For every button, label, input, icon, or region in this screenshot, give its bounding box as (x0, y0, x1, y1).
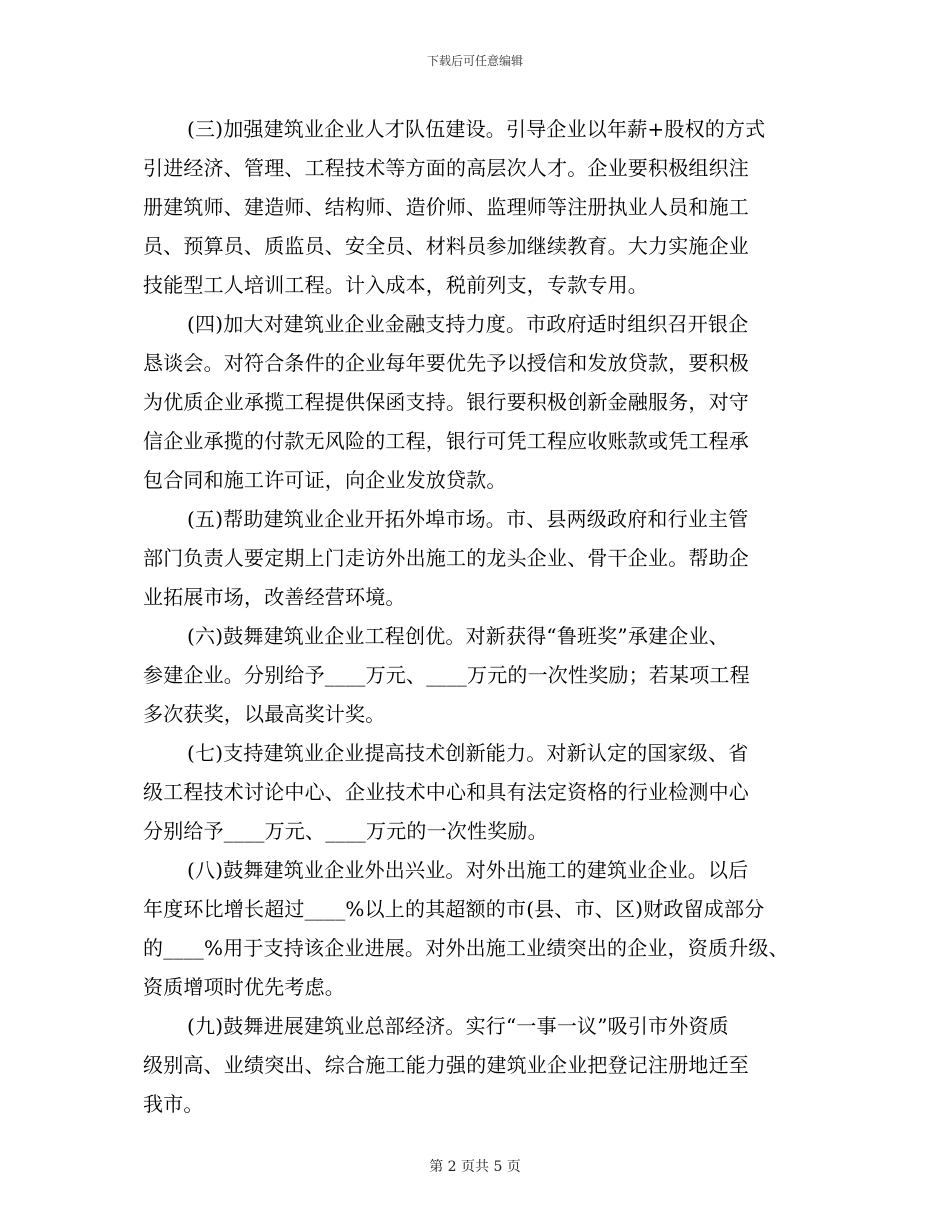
paragraph-line: 册建筑师、建造师、结构师、造价师、监理师等注册执业人员和施工 (143, 195, 749, 219)
paragraph-4 (143, 305, 807, 500)
paragraph-line: (九)鼓舞进展建筑业总部经济。实行“一事一议”吸引市外资质 (187, 1014, 729, 1038)
paragraph-line: 我市。 (143, 1092, 204, 1116)
paragraph-line: 级别高、业绩突出、综合施工能力强的建筑业企业把登记注册地迁至 (143, 1053, 749, 1077)
paragraph-line: (六)鼓舞建筑业企业工程创优。对新获得“鲁班奖”承建企业、 (187, 624, 729, 648)
paragraph-line: 参建企业。分别给予____万元、____万元的一次性奖励；若某项工程 (143, 663, 750, 687)
paragraph-5 (143, 500, 807, 617)
paragraph-line: 包合同和施工许可证，向企业发放贷款。 (143, 468, 507, 492)
paragraph-line: 引进经济、管理、工程技术等方面的高层次人才。企业要积极组织注 (143, 156, 749, 180)
paragraph-line: 级工程技术讨论中心、企业技术中心和具有法定资格的行业检测中心 (143, 780, 749, 804)
paragraph-6 (143, 617, 807, 734)
document-body (143, 110, 807, 1124)
paragraph-3 (143, 110, 807, 305)
page-footer: 第 2 页共 5 页 (429, 1159, 521, 1175)
page-header: 下载后可任意编辑 (426, 54, 523, 68)
paragraph-line: (七)支持建筑业企业提高技术创新能力。对新认定的国家级、省 (187, 741, 749, 765)
paragraph-line: 技能型工人培训工程。计入成本，税前列支，专款专用。 (143, 273, 648, 297)
paragraph-line: (四)加大对建筑业企业金融支持力度。市政府适时组织召开银企 (187, 312, 749, 336)
paragraph-line: 分别给予____万元、____万元的一次性奖励。 (143, 819, 548, 843)
paragraph-line: (八)鼓舞建筑业企业外出兴业。对外出施工的建筑业企业。以后 (187, 858, 749, 882)
paragraph-line: (五)帮助建筑业企业开拓外埠市场。市、县两级政府和行业主管 (187, 507, 749, 531)
paragraph-line: 的____%用于支持该企业进展。对外出施工业绩突出的企业，资质升级、 (143, 936, 789, 960)
paragraph-line: (三)加强建筑业企业人才队伍建设。引导企业以年薪+股权的方式 (187, 117, 766, 141)
paragraph-7 (143, 734, 807, 851)
paragraph-line: 信企业承揽的付款无风险的工程，银行可凭工程应收账款或凭工程承 (143, 429, 749, 453)
paragraph-line: 业拓展市场，改善经营环境。 (143, 585, 406, 609)
paragraph-line: 恳谈会。对符合条件的企业每年要优先予以授信和发放贷款，要积极 (143, 351, 749, 375)
paragraph-line: 多次获奖，以最高奖计奖。 (143, 702, 386, 726)
paragraph-8 (143, 851, 807, 1007)
paragraph-9 (143, 1007, 807, 1124)
paragraph-line: 部门负责人要定期上门走访外出施工的龙头企业、骨干企业。帮助企 (143, 546, 749, 570)
paragraph-line: 为优质企业承揽工程提供保函支持。银行要积极创新金融服务，对守 (143, 390, 749, 414)
paragraph-line: 年度环比增长超过____%以上的其超额的市(县、市、区)财政留成部分 (143, 897, 765, 921)
paragraph-line: 资质增项时优先考虑。 (143, 975, 345, 999)
paragraph-line: 员、预算员、质监员、安全员、材料员参加继续教育。大力实施企业 (143, 234, 749, 258)
